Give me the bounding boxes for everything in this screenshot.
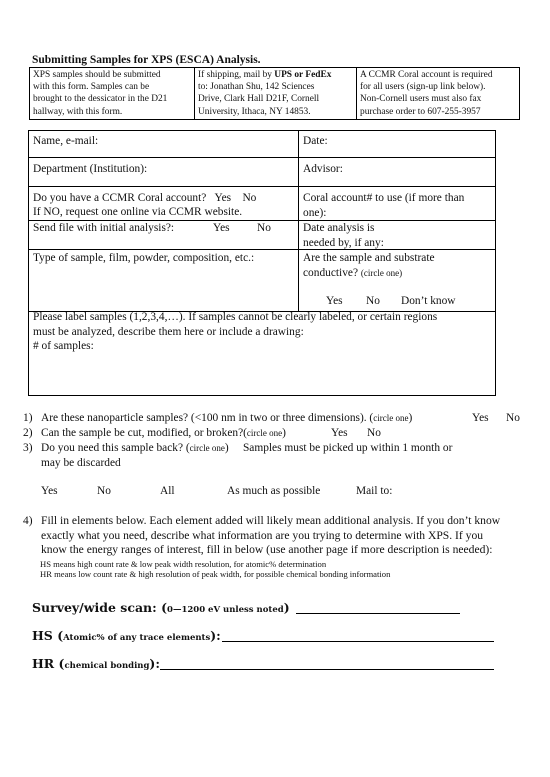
date-field[interactable]: Date: — [303, 135, 328, 147]
name-email-field[interactable]: Name, e-mail: — [33, 135, 99, 147]
nanoparticle-question: Are these nanoparticle samples? (<100 nm in two or three dimensions). (circle one) — [41, 412, 413, 424]
hs-scan-label: HS (Atomic% of any trace elements): — [32, 628, 221, 643]
hr-scan-input[interactable] — [160, 669, 494, 670]
elements-instructions: Fill in elements below. Each element added will likely mean additional analysis. If you don’t know exactly what you need, describe what information are you trying to determine with XPS. If you know the energy ranges of interest, fill in below (use another page if more description is needed): — [41, 514, 501, 556]
conductive-no-option[interactable]: No — [366, 295, 380, 307]
return-all-option[interactable]: All — [160, 485, 175, 497]
submission-instructions: XPS samples should be submitted with this form. Samples can be brought to the dessicator in the D21 hallway, with this form. — [30, 68, 195, 120]
nanoparticle-yes-option[interactable]: Yes — [472, 412, 489, 424]
survey-scan-label: Survey/wide scan: (0—1200 eV unless noted) — [32, 600, 290, 615]
survey-scan-input[interactable] — [296, 613, 460, 614]
coral-request-note: If NO, request one online via CCMR website. — [33, 206, 243, 218]
return-no-option[interactable]: No — [97, 485, 111, 497]
coral-account-question: Do you have a CCMR Coral account? Yes No — [33, 192, 257, 204]
return-sample-question: Do you need this sample back? (circle one) Samples must be picked up within 1 month or — [41, 442, 453, 454]
hr-scan-label: HR (chemical bonding): — [32, 656, 160, 671]
shipping-instructions: If shipping, mail by UPS or FedEx to: Jonathan Shu, 142 Sciences Drive, Clark Hall D21F, Cornell University, Ithaca, NY 14853. — [195, 68, 357, 120]
hs-scan-input[interactable] — [222, 641, 494, 642]
instructions-table — [29, 67, 520, 120]
conductive-question: Are the sample and substrate conductive? (circle one) — [303, 252, 435, 279]
send-file-no-option[interactable]: No — [257, 222, 271, 234]
hr-definition: HR means low count rate & high resolution of peak width, for possible chemical bonding information — [40, 569, 391, 579]
account-instructions: A CCMR Coral account is required for all users (sign-up link below). Non-Cornell users must also fax purchase order to 607-255-3957 — [357, 68, 520, 120]
cut-modify-question: Can the sample be cut, modified, or broken?(circle one) — [41, 427, 286, 439]
department-field[interactable]: Department (Institution): — [33, 163, 148, 175]
return-yes-option[interactable]: Yes — [41, 485, 58, 497]
send-file-question: Send file with initial analysis?: — [33, 222, 175, 234]
discard-note: may be discarded — [41, 457, 121, 469]
coral-no-option[interactable]: No — [242, 192, 257, 204]
date-needed-field[interactable]: Date analysis is needed by, if any: — [303, 222, 384, 249]
labeling-instructions: Please label samples (1,2,3,4,…). If samples cannot be clearly labeled, or certain regions must be analyzed, describe them here or include a drawing: # of samples: — [33, 311, 438, 352]
return-as-much-option[interactable]: As much as possible — [227, 485, 321, 497]
conductive-dont-know-option[interactable]: Don’t know — [401, 295, 456, 307]
form-title: Submitting Samples for XPS (ESCA) Analysis. — [32, 54, 261, 66]
advisor-field[interactable]: Advisor: — [303, 163, 343, 175]
hs-definition: HS means high count rate & low peak width resolution, for atomic% determination — [40, 559, 327, 569]
conductive-yes-option[interactable]: Yes — [326, 295, 343, 307]
coral-yes-option[interactable]: Yes — [214, 192, 232, 204]
cut-yes-option[interactable]: Yes — [331, 427, 348, 439]
send-file-yes-option[interactable]: Yes — [213, 222, 230, 234]
nanoparticle-no-option[interactable]: No — [506, 412, 520, 424]
num-samples-field[interactable]: # of samples: — [33, 340, 94, 352]
cut-no-option[interactable]: No — [367, 427, 381, 439]
coral-account-number-field[interactable]: Coral account# to use (if more than one): — [303, 192, 465, 219]
mail-to-option[interactable]: Mail to: — [356, 485, 393, 497]
sample-type-field[interactable]: Type of sample, film, powder, composition, etc.: — [33, 252, 255, 264]
